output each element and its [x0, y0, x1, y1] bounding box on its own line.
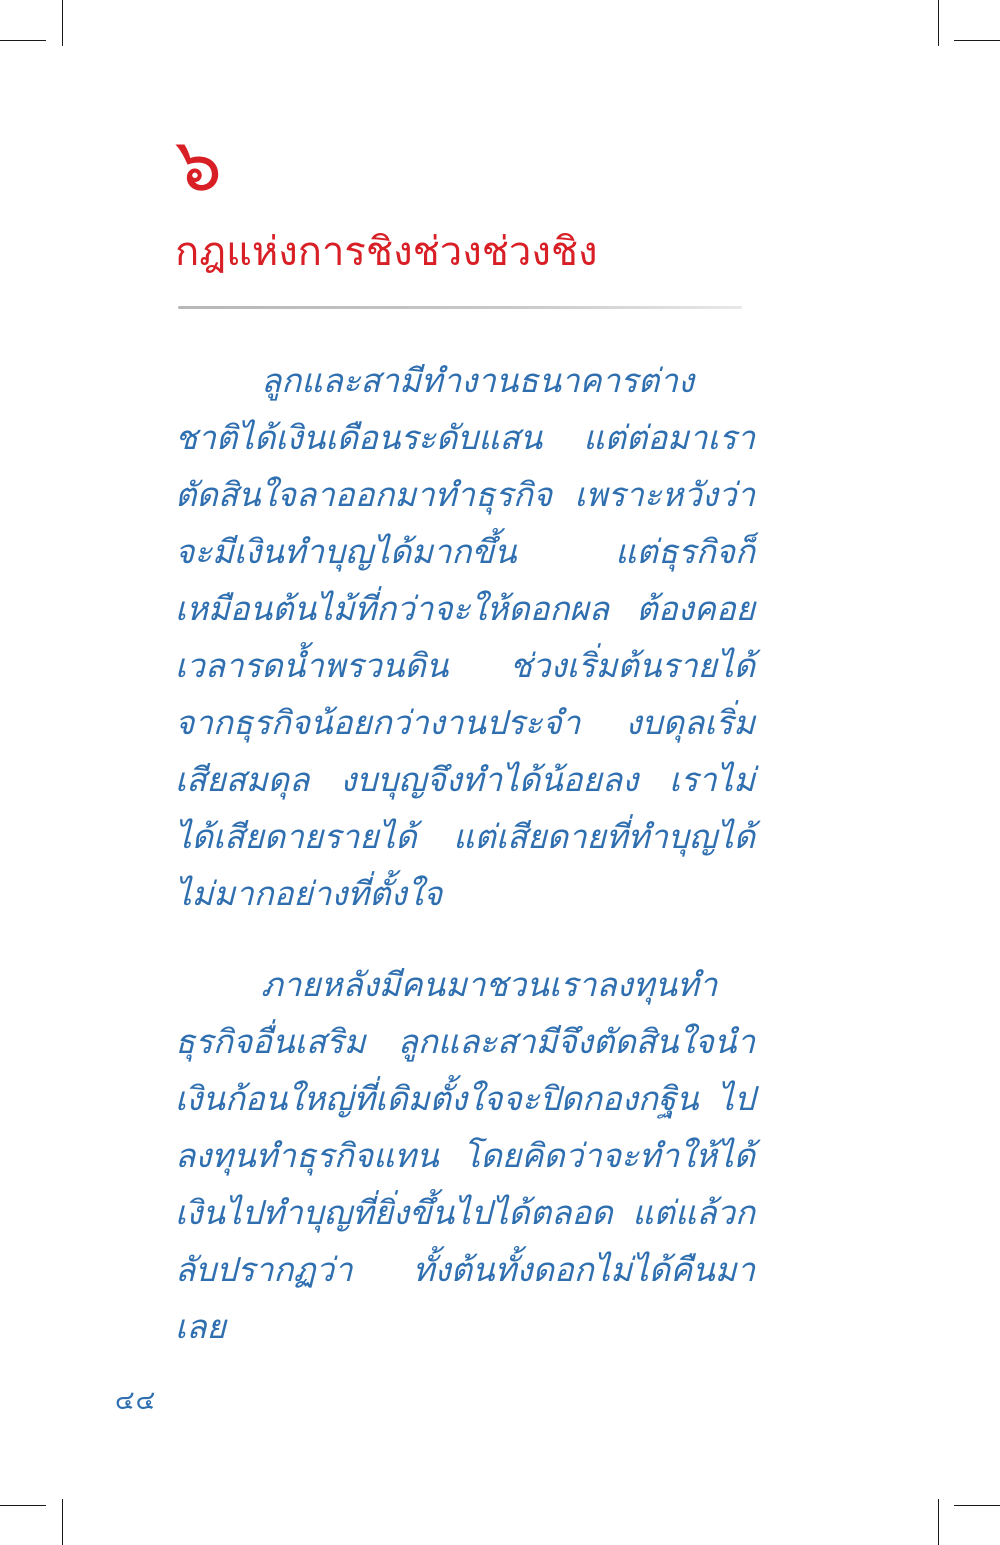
crop-mark-top-left-horizontal: [0, 40, 46, 41]
chapter-number: ๖: [175, 122, 222, 208]
crop-mark-bottom-right-horizontal: [954, 1505, 1000, 1506]
crop-mark-bottom-left-vertical: [62, 1499, 63, 1545]
crop-mark-top-right-horizontal: [954, 40, 1000, 41]
crop-mark-top-right-vertical: [938, 0, 939, 46]
body-text: [175, 352, 755, 1355]
title-divider: [178, 306, 742, 309]
page-content: [115, 0, 755, 1545]
paragraph: ลูกและสามีทำงานธนาคารต่างชาติได้เงินเดือนระดับแสน แต่ต่อมาเราตัดสินใจลาออกมาทำธุรกิจ เพราะหวังว่าจะมีเงินทำบุญได้มากขึ้น แต่ธุรกิจก็เหมือนต้นไม้ที่กว่าจะให้ดอกผล ต้องคอยเวลารดน้ำพรวนดิน ช่วงเริ่มต้นรายได้จากธุรกิจน้อยกว่างานประจำ งบดุลเริ่มเสียสมดุล งบบุญจึงทำได้น้อยลง เราไม่ได้เสียดายรายได้ แต่เสียดายที่ทำบุญได้ไม่มากอย่างที่ตั้งใจ: [175, 361, 755, 913]
page-number: ๔๔: [115, 1386, 157, 1416]
paragraph: ภายหลังมีคนมาชวนเราลงทุนทำธุรกิจอื่นเสริม ลูกและสามีจึงตัดสินใจนำเงินก้อนใหญ่ที่เดิมตั้งใจจะปิดกองกฐิน ไปลงทุนทำธุรกิจแทน โดยคิดว่าจะทำให้ได้เงินไปทำบุญที่ยิ่งขึ้นไปได้ตลอด แต่แล้วกลับปรากฏว่า ทั้งต้นทั้งดอกไม่ได้คืนมาเลย: [175, 965, 755, 1346]
chapter-title: กฎแห่งการชิงช่วงช่วงชิง: [175, 229, 598, 275]
crop-mark-bottom-right-vertical: [938, 1499, 939, 1545]
crop-mark-top-left-vertical: [62, 0, 63, 46]
crop-mark-bottom-left-horizontal: [0, 1505, 46, 1506]
